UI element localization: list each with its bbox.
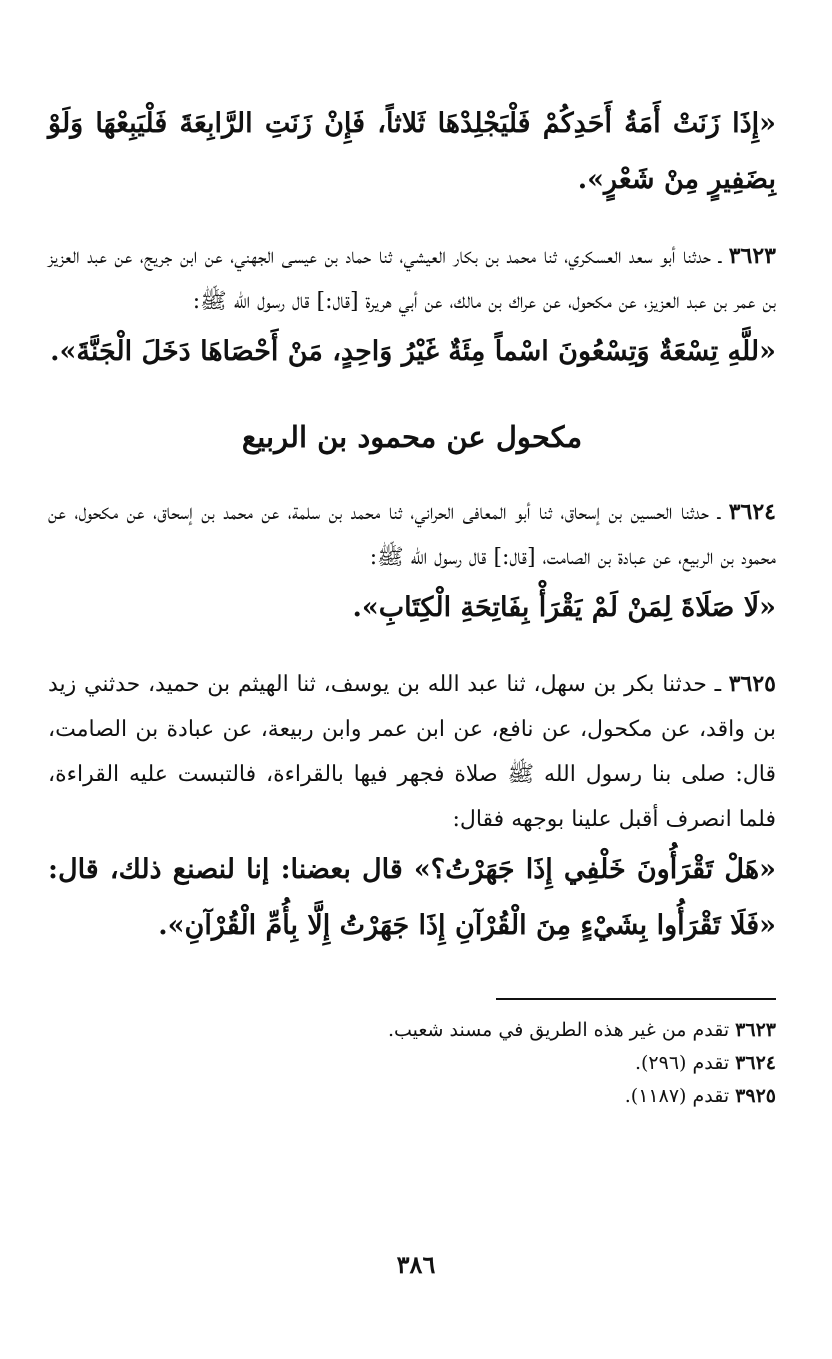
hadith-quote-continued: «إِذَا زَنَتْ أَمَةُ أَحَدِكُمْ فَلْيَجْلِدْهَا ثَلاثاً، فَإِنْ زَنَتِ الرَّابِعَةَ فَلْيَبِعْهَا وَلَوْ بِضَفِيرٍ مِنْ شَعْرٍ».	[48, 108, 776, 195]
footnote-item	[48, 1014, 776, 1047]
hadith-3623-chain	[48, 234, 776, 324]
footnote-number: ٣٦٢٣	[735, 1019, 776, 1041]
footnotes	[48, 1014, 776, 1113]
footnote-number: ٣٩٢٥	[735, 1085, 776, 1107]
footnote-number: ٣٦٢٤	[735, 1052, 776, 1074]
hadith-chain-text: ـ حدثنا أبو سعد العسكري، ثنا محمد بن بكار العيشي، ثنا حماد بن عيسى الجهني، عن ابن جريج، عن عبد العزيز بن عمر بن عبد العزيز، عن مكحول، عن عراك بن مالك، عن أبي هريرة [قال:] قال رسول الله ﷺ:	[48, 244, 776, 314]
footnote-item	[48, 1047, 776, 1080]
footnote-divider	[496, 998, 776, 1000]
footnote-text: تقدم (١١٨٧).	[624, 1085, 736, 1107]
hadith-3624-chain	[48, 490, 776, 580]
hadith-number: ٣٦٢٤	[728, 499, 776, 525]
hadith-3623-quote: «للَّهِ تِسْعَةٌ وَتِسْعُونَ اسْماً مِئَةٌ غَيْرُ وَاحِدٍ، مَنْ أَحْصَاهَا دَخَلَ الْجَنَّةَ».	[50, 336, 776, 367]
hadith-3625-chain	[48, 662, 776, 842]
page-number: ٣٨٦	[396, 1250, 436, 1279]
section-title: مكحول عن محمود بن الربيع	[241, 420, 583, 454]
hadith-chain-text: ـ حدثنا بكر بن سهل، ثنا عبد الله بن يوسف، ثنا الهيثم بن حميد، حدثني زيد بن واقد، عن مكحول، عن نافع، عن ابن عمر وابن ربيعة، عن عبادة بن الصامت، قال: صلى بنا رسول الله ﷺ صلاة فجهر فيها بالقراءة، فالتبست عليه القراءة، فلما انصرف أقبل علينا بوجهه فقال:	[48, 672, 776, 832]
footnote-text: تقدم من غير هذه الطريق في مسند شعيب.	[387, 1019, 736, 1041]
hadith-number: ٣٦٢٣	[728, 243, 776, 269]
hadith-number: ٣٦٢٥	[728, 671, 776, 697]
hadith-chain-text: ـ حدثنا الحسين بن إسحاق، ثنا أبو المعافى الحراني، ثنا محمد بن سلمة، عن محمد بن إسحاق، عن مكحول، عن محمود بن الربيع، عن عبادة بن الصامت، [قال:] قال رسول الله ﷺ:	[48, 500, 776, 570]
page-body	[48, 96, 776, 1113]
hadith-3624-quote: «لَا صَلَاةَ لِمَنْ لَمْ يَقْرَأْ بِفَاتِحَةِ الْكِتَابِ».	[352, 592, 776, 623]
footnote-text: تقدم (٢٩٦).	[634, 1052, 736, 1074]
footnote-item	[48, 1080, 776, 1113]
hadith-3625-quote: «هَلْ تَقْرَأُونَ خَلْفِي إِذَا جَهَرْتُ؟» قال بعضنا: إنا لنصنع ذلك، قال: «فَلَا تَقْرَأُوا بِشَيْءٍ مِنَ الْقُرْآنِ إِذَا جَهَرْتُ إِلَّا بِأُمِّ الْقُرْآنِ».	[48, 854, 776, 941]
